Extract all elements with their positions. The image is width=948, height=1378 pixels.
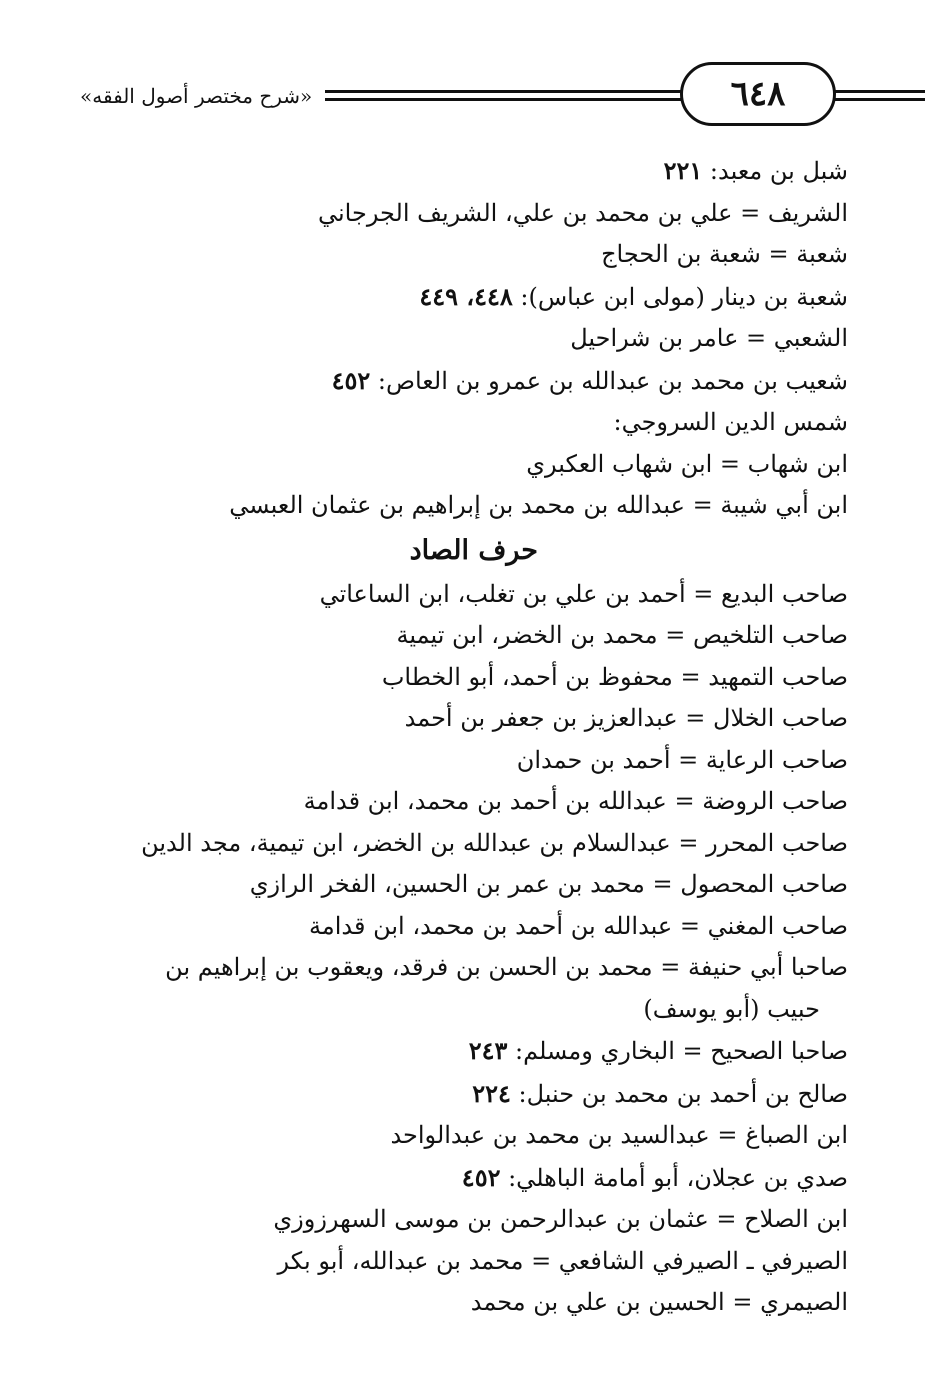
entry-page-ref: ٤٥٢ bbox=[331, 365, 371, 395]
entry-text: صاحب المحصول = محمد بن عمر بن الحسين، الفخر الرازي bbox=[249, 870, 848, 898]
page-number: ٦٤٨ bbox=[680, 62, 836, 126]
index-entry bbox=[88, 781, 848, 823]
entry-text: شعبة بن دينار (مولى ابن عباس): bbox=[512, 282, 848, 311]
index-entry bbox=[88, 947, 848, 989]
index-entry bbox=[88, 740, 848, 782]
index-entry bbox=[88, 1030, 848, 1073]
entry-text: صاحب المغني = عبدالله بن أحمد بن محمد، ابن قدامة bbox=[308, 911, 848, 940]
index-entry bbox=[88, 698, 848, 740]
page-header bbox=[80, 62, 870, 132]
index-entry bbox=[88, 485, 848, 527]
index-entry bbox=[88, 318, 848, 360]
entry-page-ref: ٢٤٣ bbox=[468, 1036, 508, 1065]
entry-text: صالح بن أحمد بن محمد بن حنبل: bbox=[510, 1079, 848, 1108]
entry-text: صاحب البديع = أحمد بن علي بن تغلب، ابن الساعاتي bbox=[319, 579, 848, 608]
index-entry bbox=[88, 1115, 848, 1157]
index-entry bbox=[88, 444, 848, 486]
entry-text: صاحبا أبي حنيفة = محمد بن الحسن بن فرقد، ويعقوب بن إبراهيم بن bbox=[165, 953, 848, 981]
entry-page-ref: ٤٤٨، ٤٤٩ bbox=[419, 281, 513, 311]
index-entry bbox=[88, 360, 848, 403]
entry-text: صاحب التمهيد = محفوظ بن أحمد، أبو الخطاب bbox=[381, 662, 848, 691]
index-entry bbox=[88, 1241, 848, 1283]
entry-text: صاحب الخلال = عبدالعزيز بن جعفر بن أحمد bbox=[404, 704, 848, 732]
entry-text: صاحب الروضة = عبدالله بن أحمد بن محمد، ابن قدامة bbox=[303, 787, 848, 815]
entry-text: ابن الصباغ = عبدالسيد بن محمد بن عبدالواحد bbox=[390, 1121, 848, 1149]
section-heading: حرف الصاد bbox=[409, 534, 538, 566]
entry-text: صاحب الرعاية = أحمد بن حمدان bbox=[516, 745, 848, 774]
index-entry bbox=[88, 193, 848, 235]
index-entry bbox=[88, 276, 848, 319]
index-entry bbox=[88, 1157, 848, 1200]
entry-text: ابن الصلاح = عثمان بن عبدالرحمن بن موسى السهرزوزي bbox=[273, 1205, 848, 1233]
index-entry bbox=[88, 1282, 848, 1324]
entry-text: صاحبا الصحيح = البخاري ومسلم: bbox=[507, 1037, 848, 1065]
index-entry bbox=[88, 1073, 848, 1116]
index-entry bbox=[88, 1199, 848, 1241]
entry-page-ref: ٢٢١ bbox=[663, 156, 703, 185]
entry-text: الصيمري = الحسين بن علي بن محمد bbox=[470, 1288, 848, 1316]
index-entry bbox=[88, 150, 848, 193]
index-entry bbox=[88, 615, 848, 657]
index-entry bbox=[88, 989, 848, 1031]
entry-text: ابن أبي شيبة = عبدالله بن محمد بن إبراهيم بن عثمان العبسي bbox=[229, 491, 848, 519]
entry-text: الصيرفي ـ الصيرفي الشافعي = محمد بن عبدالله، أبو بكر bbox=[277, 1246, 848, 1275]
running-title: «شرح مختصر أصول الفقه» bbox=[80, 84, 313, 108]
entries-after-section bbox=[88, 574, 848, 1324]
entry-text: صاحب التلخيص = محمد بن الخضر، ابن تيمية bbox=[396, 621, 848, 649]
index-entry bbox=[88, 234, 848, 276]
entry-text: الشريف = علي بن محمد بن علي، الشريف الجرجاني bbox=[317, 198, 848, 227]
entry-text: حبيب (أبو يوسف) bbox=[643, 994, 820, 1023]
entry-text: شعبة = شعبة بن الحجاج bbox=[601, 240, 848, 268]
index-entry bbox=[88, 906, 848, 948]
entry-text: شبل بن معبد: bbox=[702, 157, 848, 185]
entry-page-ref: ٤٥٢ bbox=[461, 1162, 501, 1192]
entry-page-ref: ٢٢٤ bbox=[472, 1078, 511, 1108]
entry-text: الشعبي = عامر بن شراحيل bbox=[570, 324, 848, 352]
index-entry bbox=[88, 574, 848, 616]
entries-before-section bbox=[88, 150, 848, 527]
index-entry bbox=[88, 402, 848, 444]
index-entries bbox=[88, 150, 848, 1324]
entry-text: صدي بن عجلان، أبو أمامة الباهلي: bbox=[500, 1163, 848, 1192]
entry-text: شمس الدين السروجي: bbox=[613, 408, 848, 436]
index-entry bbox=[88, 823, 848, 865]
entry-text: شعيب بن محمد بن عبدالله بن عمرو بن العاص: bbox=[370, 366, 848, 395]
entry-text: ابن شهاب = ابن شهاب العكبري bbox=[526, 449, 848, 478]
entry-text: صاحب المحرر = عبدالسلام بن عبدالله بن الخضر، ابن تيمية، مجد الدين bbox=[141, 828, 848, 857]
index-entry bbox=[88, 657, 848, 699]
index-entry bbox=[88, 864, 848, 906]
